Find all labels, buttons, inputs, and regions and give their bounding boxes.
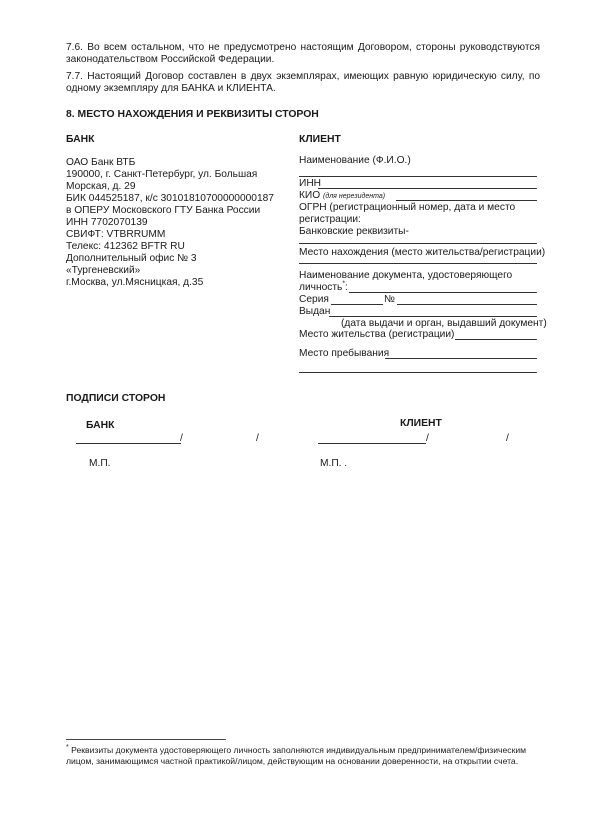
client-doc-label-1: Наименование документа, удостоверяющего [299, 270, 513, 281]
client-doc-field[interactable] [349, 292, 537, 293]
clause-7-6: 7.6. Во всем остальном, что не предусмотрено настоящим Договором, стороны руководствуются законодательством Российской Федерации. [66, 42, 540, 66]
client-number-field[interactable] [397, 304, 537, 305]
bank-line: ИНН 7702070139 [66, 217, 148, 228]
bank-line: БИК 044525187, к/с 30101810700000000187 [66, 193, 274, 204]
client-series-label: Серия [299, 294, 329, 305]
footnote-ref-mark: * [342, 280, 346, 288]
bank-line: Морская, д. 29 [66, 181, 136, 192]
client-kio-label: КИО [299, 190, 321, 201]
client-issued-note: (дата выдачи и орган, выдавший документ) [341, 318, 547, 329]
signatures-title: ПОДПИСИ СТОРОН [66, 393, 166, 404]
footnote-separator [66, 739, 226, 740]
client-kio-note: (для нерезидента) [323, 193, 386, 200]
client-name-label: Наименование (Ф.И.О.) [299, 155, 411, 166]
client-stay-field-extra[interactable] [299, 372, 537, 373]
client-residence-label: Место жительства (регистрации) [299, 329, 455, 340]
signature-bank-slash-1: / [180, 433, 183, 444]
client-heading: КЛИЕНТ [299, 134, 341, 145]
client-stay-field[interactable] [385, 358, 537, 359]
section-title: 8. МЕСТО НАХОЖДЕНИЯ И РЕКВИЗИТЫ СТОРОН [66, 109, 319, 120]
signature-bank-line[interactable] [76, 443, 181, 444]
footnote [66, 745, 536, 767]
footnote-text: Реквизиты документа удостоверяющего личность заполняются индивидуальным предпринимателем/физическим лицом, занимающимся частной практикой/лицом, действующим на основании доверенности, на открытии счета. [66, 745, 527, 766]
stamp-bank: М.П. [89, 458, 111, 469]
bank-line: Дополнительный офис № 3 [66, 253, 197, 264]
client-ogrn-label-1: ОГРН (регистрационный номер, дата и место [299, 202, 516, 213]
client-inn-label: ИНН [299, 178, 322, 189]
bank-line: в ОПЕРУ Московского ГТУ Банка России [66, 205, 261, 216]
client-location-label: Место нахождения (место жительства/регистрации) [299, 247, 546, 258]
bank-line: СВИФТ: VTBRRUMM [66, 229, 166, 240]
client-issued-field[interactable] [329, 316, 537, 317]
bank-line: 190000, г. Санкт-Петербург, ул. Большая [66, 169, 258, 180]
signature-client-label: КЛИЕНТ [400, 418, 442, 429]
client-doc-label-2: личность*: [299, 280, 348, 293]
clause-7-7: 7.7. Настоящий Договор составлен в двух экземплярах, имеющих равную юридическую силу, по одному экземпляру для БАНКА и КЛИЕНТА. [66, 71, 540, 95]
client-residence-field[interactable] [455, 339, 537, 340]
bank-line: «Тургеневский» [66, 265, 141, 276]
footnote-mark: * [66, 744, 69, 752]
client-issued-label: Выдан [299, 306, 331, 317]
client-bank-details-label: Банковские реквизиты- [299, 226, 409, 237]
client-inn-field[interactable] [318, 188, 537, 189]
signature-bank-label: БАНК [86, 420, 115, 431]
client-name-field[interactable] [299, 176, 537, 177]
client-doc-label-text: личность [299, 282, 343, 293]
signature-client-line[interactable] [318, 443, 426, 444]
bank-line: ОАО Банк ВТБ [66, 157, 136, 168]
stamp-client: М.П. . [320, 458, 348, 469]
client-kio-field[interactable] [396, 200, 537, 201]
bank-line: Телекс: 412362 BFTR RU [66, 241, 185, 252]
client-bank-details-field[interactable] [299, 243, 537, 244]
bank-heading: БАНК [66, 134, 95, 145]
client-ogrn-label-2: регистрации: [299, 214, 361, 225]
signature-client-slash-2: / [506, 433, 509, 444]
client-number-label: № [384, 294, 395, 305]
client-series-field[interactable] [331, 304, 383, 305]
signature-client-slash-1: / [426, 433, 429, 444]
client-location-field[interactable] [299, 263, 537, 264]
bank-line: г.Москва, ул.Мясницкая, д.35 [66, 277, 204, 288]
signature-bank-slash-2: / [256, 433, 259, 444]
client-stay-label: Место пребывания [299, 348, 390, 359]
